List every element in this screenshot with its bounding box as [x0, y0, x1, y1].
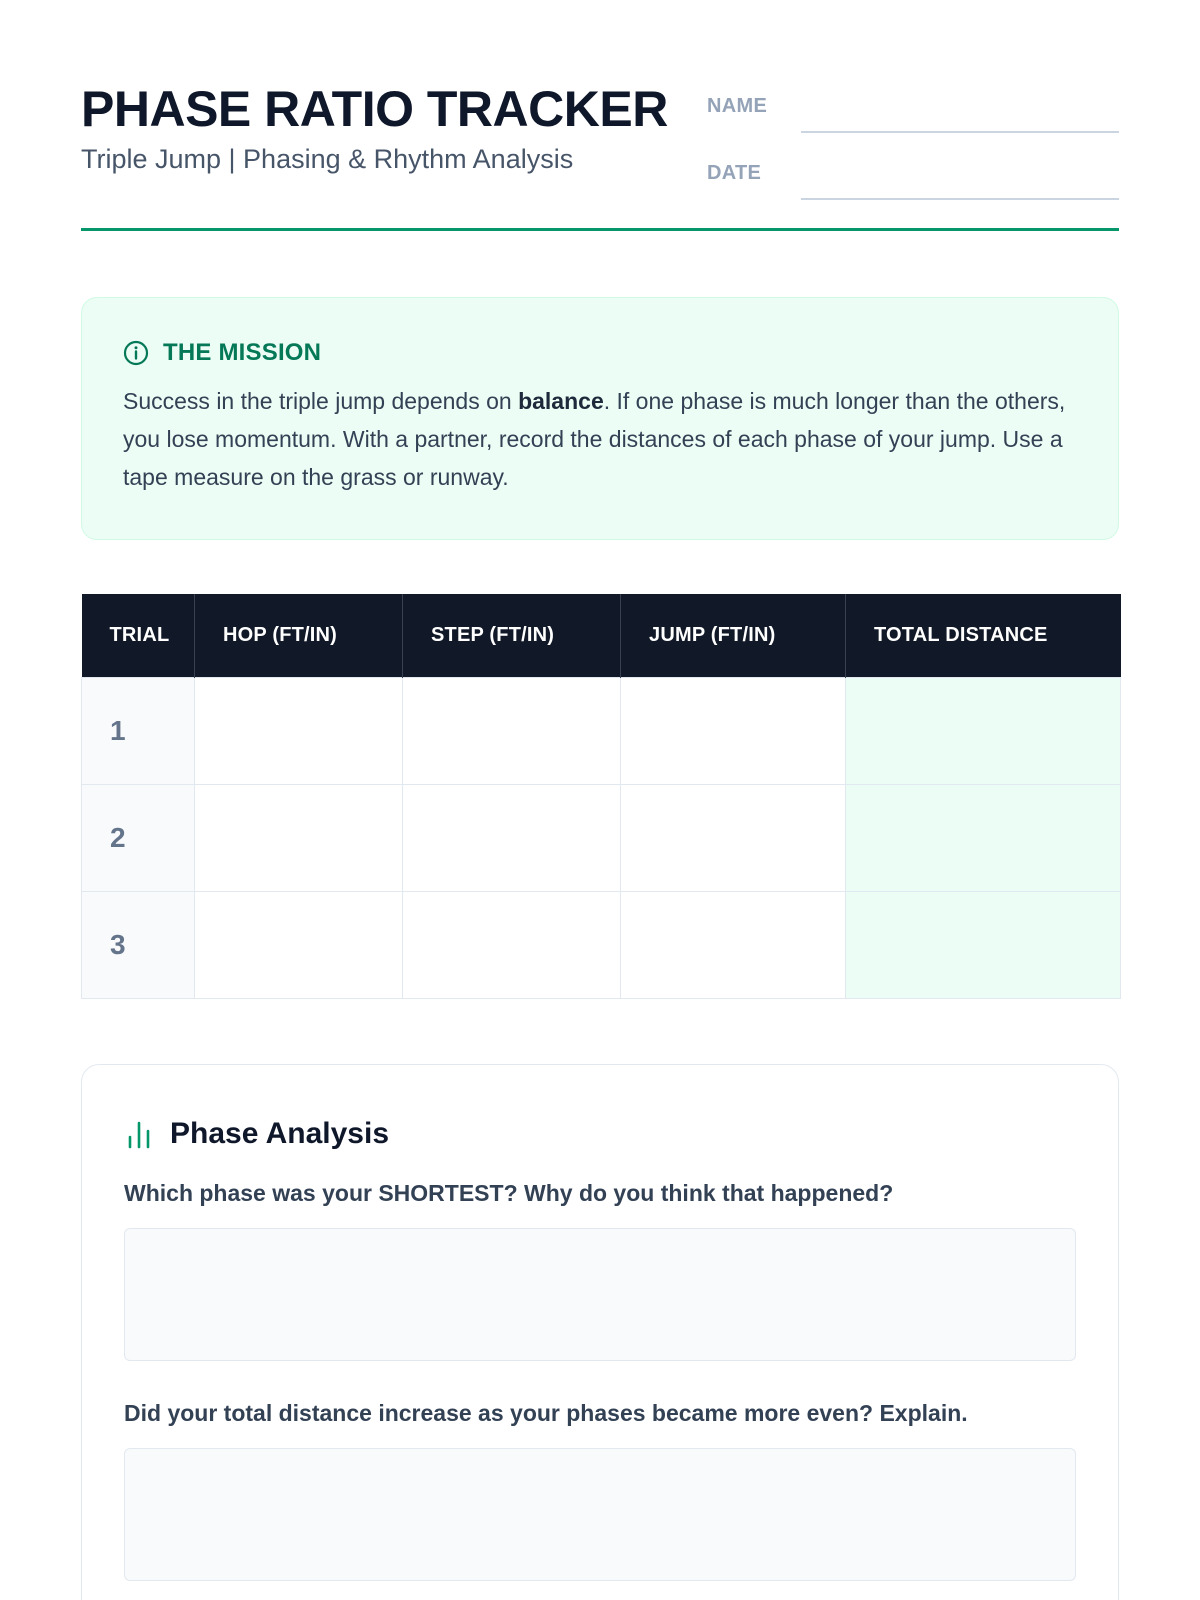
total-input-cell[interactable] — [846, 891, 1121, 998]
table-row — [82, 891, 1121, 998]
answer-box-shortest-phase[interactable] — [124, 1228, 1076, 1361]
total-input-cell[interactable] — [846, 677, 1121, 784]
mission-header — [123, 339, 321, 367]
column-header-jump: JUMP (FT/IN) — [621, 594, 846, 677]
table-row — [82, 677, 1121, 784]
mission-text — [123, 382, 1077, 496]
column-header-hop: HOP (FT/IN) — [195, 594, 403, 677]
jump-input-cell[interactable] — [621, 891, 846, 998]
trial-number-cell: 2 — [82, 784, 195, 891]
mission-title: THE MISSION — [163, 339, 322, 366]
column-header-trial: TRIAL — [82, 594, 195, 677]
mission-text-intro: Success in the triple jump depends on — [123, 388, 519, 414]
answer-box-total-distance[interactable] — [124, 1448, 1076, 1581]
analysis-header — [126, 1117, 389, 1151]
question-total-distance: Did your total distance increase as your phases became more even? Explain. — [124, 1400, 968, 1426]
mission-text-rest: . If one phase is much longer than the others, you lose momentum. With a partner, record the distances of each phase of your jump. Use a tape measure on the grass or runway. — [123, 388, 1066, 490]
jump-input-cell[interactable] — [621, 784, 846, 891]
worksheet-header — [81, 0, 1119, 231]
page-title: PHASE RATIO TRACKER — [81, 81, 668, 137]
column-header-step: STEP (FT/IN) — [403, 594, 621, 677]
trial-table-wrapper — [81, 594, 1119, 999]
hop-input-cell[interactable] — [195, 784, 403, 891]
info-icon — [123, 340, 149, 366]
trial-number-cell: 3 — [82, 891, 195, 998]
page-subtitle: Triple Jump | Phasing & Rhythm Analysis — [81, 144, 574, 174]
name-label: NAME — [707, 95, 768, 117]
analysis-title: Phase Analysis — [170, 1117, 390, 1150]
table-row — [82, 784, 1121, 891]
question-shortest-phase: Which phase was your SHORTEST? Why do you think that happened? — [124, 1180, 894, 1206]
trial-table — [81, 594, 1121, 999]
date-field[interactable] — [801, 198, 1119, 200]
jump-input-cell[interactable] — [621, 677, 846, 784]
step-input-cell[interactable] — [403, 784, 621, 891]
name-field[interactable] — [801, 131, 1119, 133]
table-header-row — [82, 594, 1121, 677]
hop-input-cell[interactable] — [195, 677, 403, 784]
step-input-cell[interactable] — [403, 891, 621, 998]
bar-chart-icon — [126, 1119, 154, 1149]
hop-input-cell[interactable] — [195, 891, 403, 998]
trial-number-cell: 1 — [82, 677, 195, 784]
date-label: DATE — [707, 162, 762, 184]
step-input-cell[interactable] — [403, 677, 621, 784]
mission-box — [81, 297, 1119, 540]
column-header-total: TOTAL DISTANCE — [846, 594, 1121, 677]
mission-text-bold: balance — [518, 388, 604, 414]
total-input-cell[interactable] — [846, 784, 1121, 891]
phase-analysis-card — [81, 1064, 1119, 1600]
